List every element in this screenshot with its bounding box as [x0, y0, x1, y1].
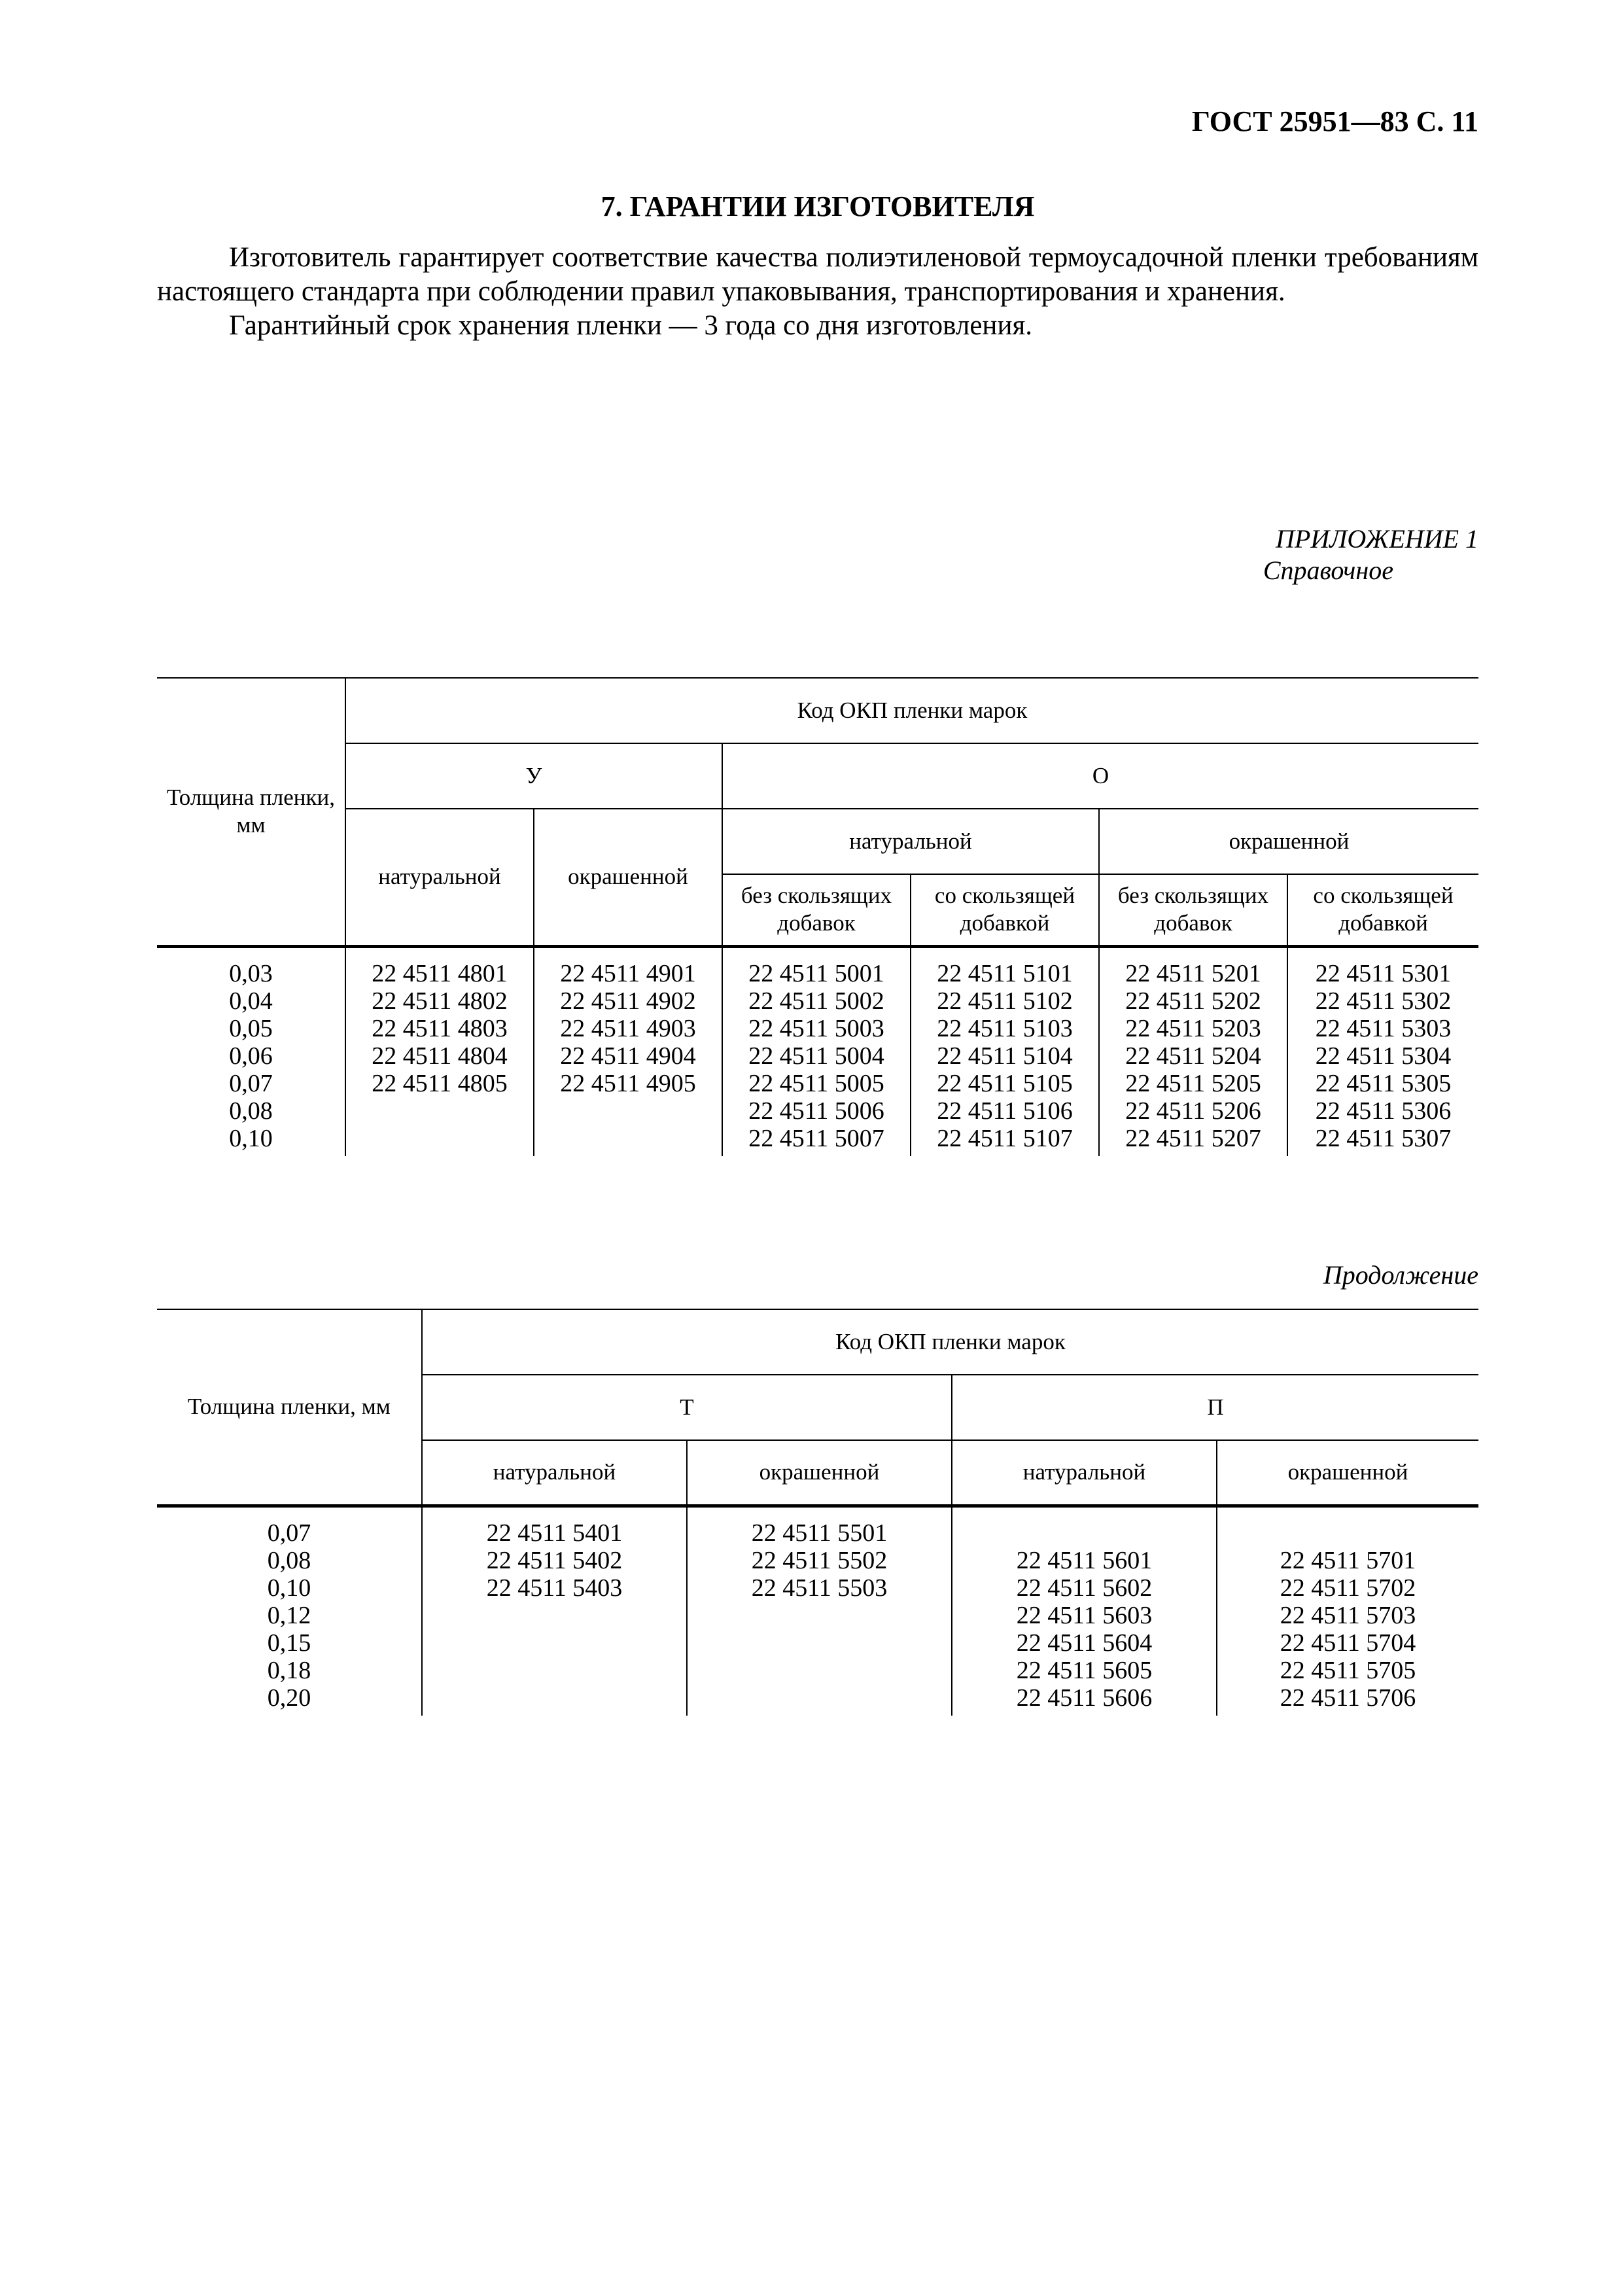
table-cell: 22 4511 5203	[1125, 1014, 1261, 1042]
table-cell: 0,12	[267, 1601, 311, 1629]
table-cell: 22 4511 4904	[560, 1042, 696, 1070]
brand-u-header: У	[345, 743, 722, 809]
table-cell: 22 4511 5204	[1125, 1042, 1261, 1070]
table-cell: 22 4511 5105	[937, 1069, 1073, 1097]
table-cell: 22 4511 5603	[1016, 1601, 1153, 1629]
table-cell: 0,07	[229, 1069, 273, 1097]
o-colored-header: окрашенной	[1099, 809, 1478, 874]
table-cell: 22 4511 5102	[937, 987, 1073, 1015]
page-header: ГОСТ 25951—83 С. 11	[1191, 105, 1478, 137]
t-colored-column	[687, 1506, 952, 1716]
table-cell: 22 4511 5006	[748, 1097, 884, 1125]
table-cell: 22 4511 5302	[1315, 987, 1452, 1015]
table-cell: 0,18	[267, 1656, 311, 1684]
table-cell: 0,03	[229, 959, 273, 987]
table-cell: 22 4511 4905	[560, 1069, 696, 1097]
table-cell	[1217, 1519, 1478, 1547]
table-cell: 22 4511 5602	[1016, 1574, 1153, 1602]
table-cell: 22 4511 4902	[560, 987, 696, 1015]
table-cell: 22 4511 5202	[1125, 987, 1261, 1015]
table-cell: 22 4511 4802	[372, 987, 508, 1015]
t-natural-column	[422, 1506, 687, 1716]
table-cell: 0,06	[229, 1042, 273, 1070]
appendix-subtitle: Справочное	[1263, 556, 1393, 585]
table-cell: 22 4511 5501	[751, 1519, 888, 1547]
table-cell: 22 4511 5502	[751, 1546, 888, 1574]
table-cell: 22 4511 5106	[937, 1097, 1073, 1125]
table-cell: 22 4511 5706	[1280, 1684, 1416, 1712]
table-cell: 22 4511 4804	[372, 1042, 508, 1070]
table-cell: 22 4511 5207	[1125, 1124, 1261, 1152]
table-cell: 22 4511 5004	[748, 1042, 884, 1070]
table-cell: 0,04	[229, 987, 273, 1015]
table-cell: 22 4511 5103	[937, 1014, 1073, 1042]
appendix-title: ПРИЛОЖЕНИЕ 1	[1276, 524, 1478, 554]
thickness-column	[157, 1506, 422, 1716]
table-cell: 22 4511 5702	[1280, 1574, 1416, 1602]
table-cell: 22 4511 5601	[1016, 1546, 1153, 1574]
table-cell: 22 4511 5305	[1315, 1069, 1452, 1097]
table-cell: 22 4511 5002	[748, 987, 884, 1015]
table-cell: 0,05	[229, 1014, 273, 1042]
table-cell: 22 4511 5107	[937, 1124, 1073, 1152]
okp-codes-table-2	[157, 1309, 1478, 1716]
o-nat-no-slip-header: без скользящих добавок	[722, 874, 911, 946]
p-colored-column	[1217, 1506, 1478, 1716]
table-cell: 22 4511 5206	[1125, 1097, 1261, 1125]
okp-codes-table-1	[157, 677, 1478, 1156]
table-cell: 22 4511 5503	[751, 1574, 888, 1602]
table-cell: 22 4511 5303	[1315, 1014, 1452, 1042]
table-cell	[952, 1519, 1216, 1547]
continuation-label: Продолжение	[1323, 1260, 1478, 1290]
table-cell: 22 4511 5402	[486, 1546, 623, 1574]
section-body	[157, 241, 1478, 343]
table-cell: 22 4511 5606	[1016, 1684, 1153, 1712]
table-cell: 22 4511 5703	[1280, 1601, 1416, 1629]
table-cell: 22 4511 5005	[748, 1069, 884, 1097]
shelf-life-paragraph: Гарантийный срок хранения пленки — 3 года со дня изготовления.	[229, 310, 1032, 341]
o-col-no-slip-column	[1099, 946, 1287, 1156]
p-colored-header: окрашенной	[1217, 1440, 1478, 1506]
table-cell: 22 4511 5605	[1016, 1656, 1153, 1684]
table-cell: 22 4511 5701	[1280, 1546, 1416, 1574]
table-cell: 22 4511 5307	[1315, 1124, 1452, 1152]
o-nat-slip-column	[911, 946, 1099, 1156]
table-cell: 22 4511 5003	[748, 1014, 884, 1042]
p-natural-column	[952, 1506, 1217, 1716]
table-cell: 22 4511 5201	[1125, 959, 1261, 987]
u-colored-header: окрашенной	[534, 809, 722, 946]
table-cell: 0,10	[267, 1574, 311, 1602]
table-row	[157, 1506, 1478, 1716]
t-natural-header: натуральной	[422, 1440, 687, 1506]
table-cell: 22 4511 5304	[1315, 1042, 1452, 1070]
table-cell: 0,08	[267, 1546, 311, 1574]
u-natural-column	[345, 946, 534, 1156]
thickness-header: Толщина пленки, мм	[157, 678, 345, 946]
warranty-paragraph: Изготовитель гарантирует соответствие качества полиэтиленовой термоусадочной пленки требованиям настоящего стандарта при соблюдении правил упаковывания, транспортирования и хранения.	[157, 242, 1478, 307]
o-nat-slip-header: со скользящей добавкой	[911, 874, 1099, 946]
table-cell: 0,20	[267, 1684, 311, 1712]
table-cell: 22 4511 5301	[1315, 959, 1452, 987]
table-cell: 22 4511 4903	[560, 1014, 696, 1042]
table-cell: 22 4511 5705	[1280, 1656, 1416, 1684]
table-cell: 22 4511 5403	[486, 1574, 623, 1602]
o-nat-no-slip-column	[722, 946, 911, 1156]
o-natural-header: натуральной	[722, 809, 1099, 874]
appendix-heading	[1178, 523, 1478, 586]
brand-o-header: О	[722, 743, 1478, 809]
table-cell: 22 4511 4805	[372, 1069, 508, 1097]
table-cell: 22 4511 5101	[937, 959, 1073, 987]
table-row	[157, 946, 1478, 1156]
table-cell: 22 4511 4803	[372, 1014, 508, 1042]
table-cell: 22 4511 5001	[748, 959, 884, 987]
p-natural-header: натуральной	[952, 1440, 1217, 1506]
table-cell: 22 4511 5104	[937, 1042, 1073, 1070]
o-col-no-slip-header: без скользящих добавок	[1099, 874, 1287, 946]
table-cell: 22 4511 4901	[560, 959, 696, 987]
u-natural-header: натуральной	[345, 809, 534, 946]
section-title: 7. ГАРАНТИИ ИЗГОТОВИТЕЛЯ	[601, 190, 1035, 222]
table-cell: 22 4511 5306	[1315, 1097, 1452, 1125]
thickness-column	[157, 946, 345, 1156]
group-header: Код ОКП пленки марок	[345, 678, 1478, 743]
table-cell: 22 4511 5205	[1125, 1069, 1261, 1097]
table-cell: 0,10	[229, 1124, 273, 1152]
table-cell: 0,08	[229, 1097, 273, 1125]
table-cell: 0,07	[267, 1519, 311, 1547]
thickness-header: Толщина пленки, мм	[157, 1309, 422, 1506]
table-cell: 0,15	[267, 1629, 311, 1657]
table-cell: 22 4511 5704	[1280, 1629, 1416, 1657]
table-cell: 22 4511 5604	[1016, 1629, 1153, 1657]
table-cell: 22 4511 4801	[372, 959, 508, 987]
table-cell: 22 4511 5401	[486, 1519, 623, 1547]
o-col-slip-header: со скользящей добавкой	[1287, 874, 1478, 946]
o-col-slip-column	[1287, 946, 1478, 1156]
group-header: Код ОКП пленки марок	[422, 1309, 1478, 1375]
brand-t-header: Т	[422, 1375, 952, 1440]
table-cell: 22 4511 5007	[748, 1124, 884, 1152]
t-colored-header: окрашенной	[687, 1440, 952, 1506]
brand-p-header: П	[952, 1375, 1478, 1440]
u-colored-column	[534, 946, 722, 1156]
